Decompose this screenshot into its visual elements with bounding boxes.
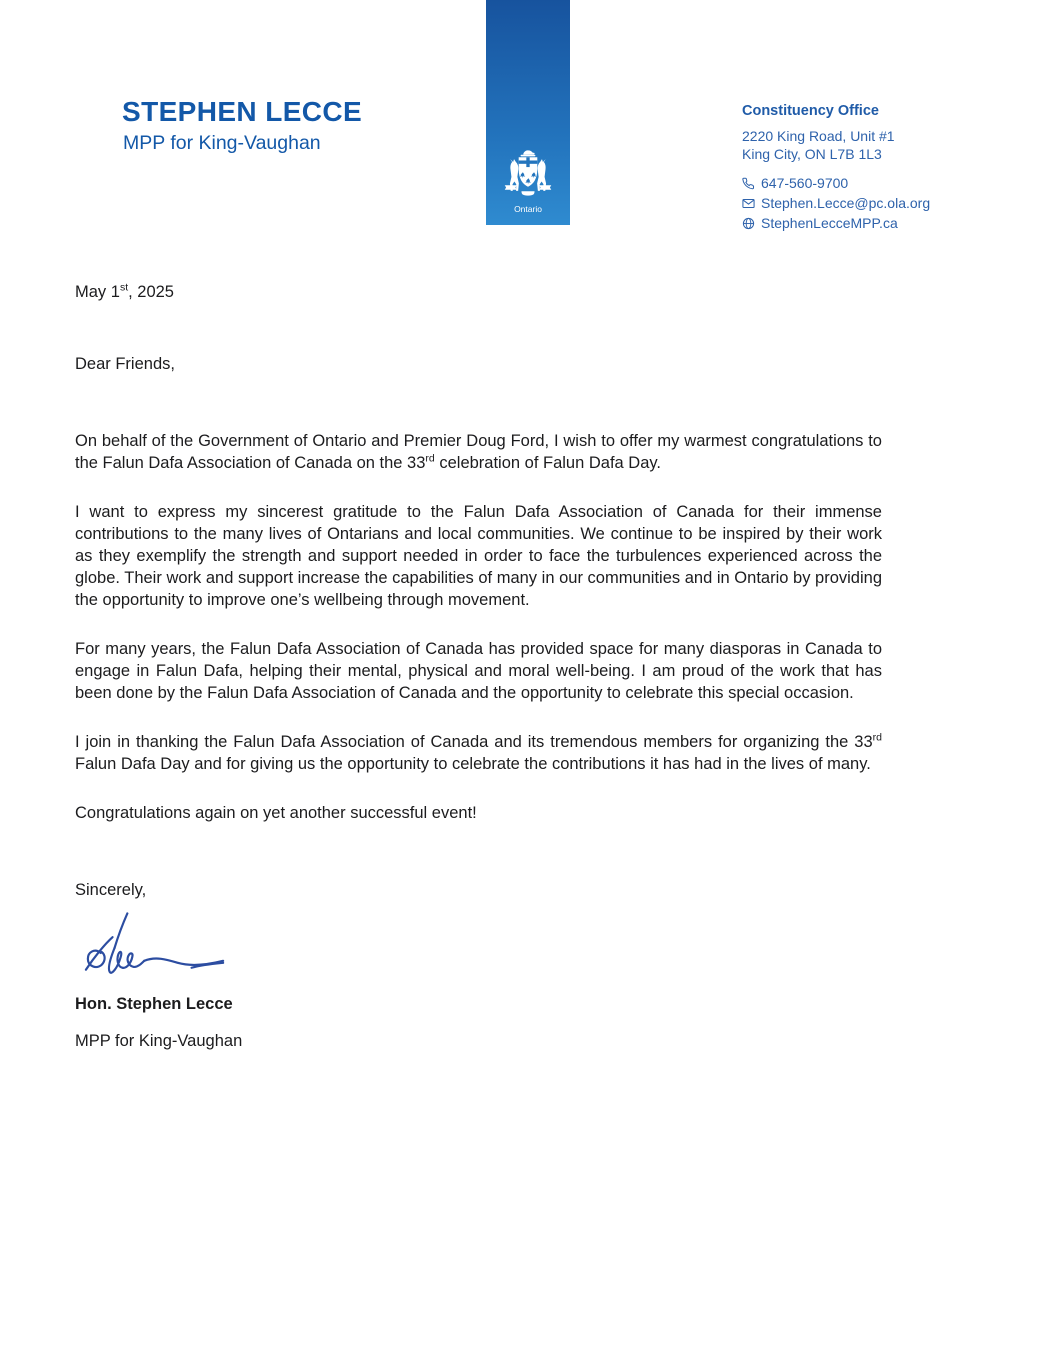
ordinal-superscript: rd [872,731,882,744]
paragraph-2: I want to express my sincerest gratitude to the Falun Dafa Association of Canada for their immense contributions to the many lives of Ontarians and local communities. We continue to be inspired by their work as they exemplify the strength and support needed in order to face the turbulences experienced across the globe. Their work and support increase the capabilities of many in our communities and in Ontario by providing the opportunity to improve one’s wellbeing through movement. [75,503,882,609]
letter-date: May 1st, 2025 [75,281,174,301]
signer-name: Hon. Stephen Lecce [75,995,233,1013]
constituency-office-block [742,103,930,233]
ontario-coat-of-arms-icon [497,148,559,202]
letterhead-brand [122,96,362,155]
website-row [742,213,930,233]
date-ordinal-superscript: st [119,281,129,294]
mail-icon [742,197,755,210]
phone-icon [742,177,755,190]
paragraph-3: For many years, the Falun Dafa Association of Canada has provided space for many diasporas in Canada to engage in Falun Dafa, helping their mental, physical and moral well-being. I am proud of the work that has been done by the Falun Dafa Association of Canada and the opportunity to celebrate this special occasion. [75,640,882,702]
mpp-role-subheading: MPP for King-Vaughan [123,132,321,154]
ontario-banner-label: Ontario [514,204,542,214]
constituency-office-heading: Constituency Office [742,103,879,119]
stephen-lecce-signature-icon [77,907,235,989]
paragraph-1: On behalf of the Government of Ontario and Premier Doug Ford, I wish to offer my warmest congratulations to the Falun Dafa Association of Canada on the 33rd celebration of Falun Dafa Day. [75,432,882,472]
signer-title: MPP for King-Vaughan [75,1032,243,1050]
letter-body [73,281,882,1052]
address-line-1: 2220 King Road, Unit #1 [742,128,895,144]
email-row [742,193,930,213]
ordinal-superscript: rd [425,452,435,465]
globe-icon [742,217,755,230]
salutation: Dear Friends, [75,355,175,373]
closing: Sincerely, [75,881,147,899]
address-line-2: King City, ON L7B 1L3 [742,146,882,162]
paragraph-4: I join in thanking the Falun Dafa Association of Canada and its tremendous members for organizing the 33rd Falun Dafa Day and for giving us the opportunity to celebrate the contributions it has had in the lives of many. [75,731,882,773]
phone-number: 647-560-9700 [761,175,849,191]
ontario-banner [486,0,570,225]
website-url: StephenLecceMPP.ca [761,215,898,231]
email-address: Stephen.Lecce@pc.ola.org [761,195,931,211]
mpp-name-heading: STEPHEN LECCE [122,96,363,127]
signature-block [77,907,882,989]
paragraph-5: Congratulations again on yet another successful event! [75,804,477,822]
phone-row [742,173,930,193]
